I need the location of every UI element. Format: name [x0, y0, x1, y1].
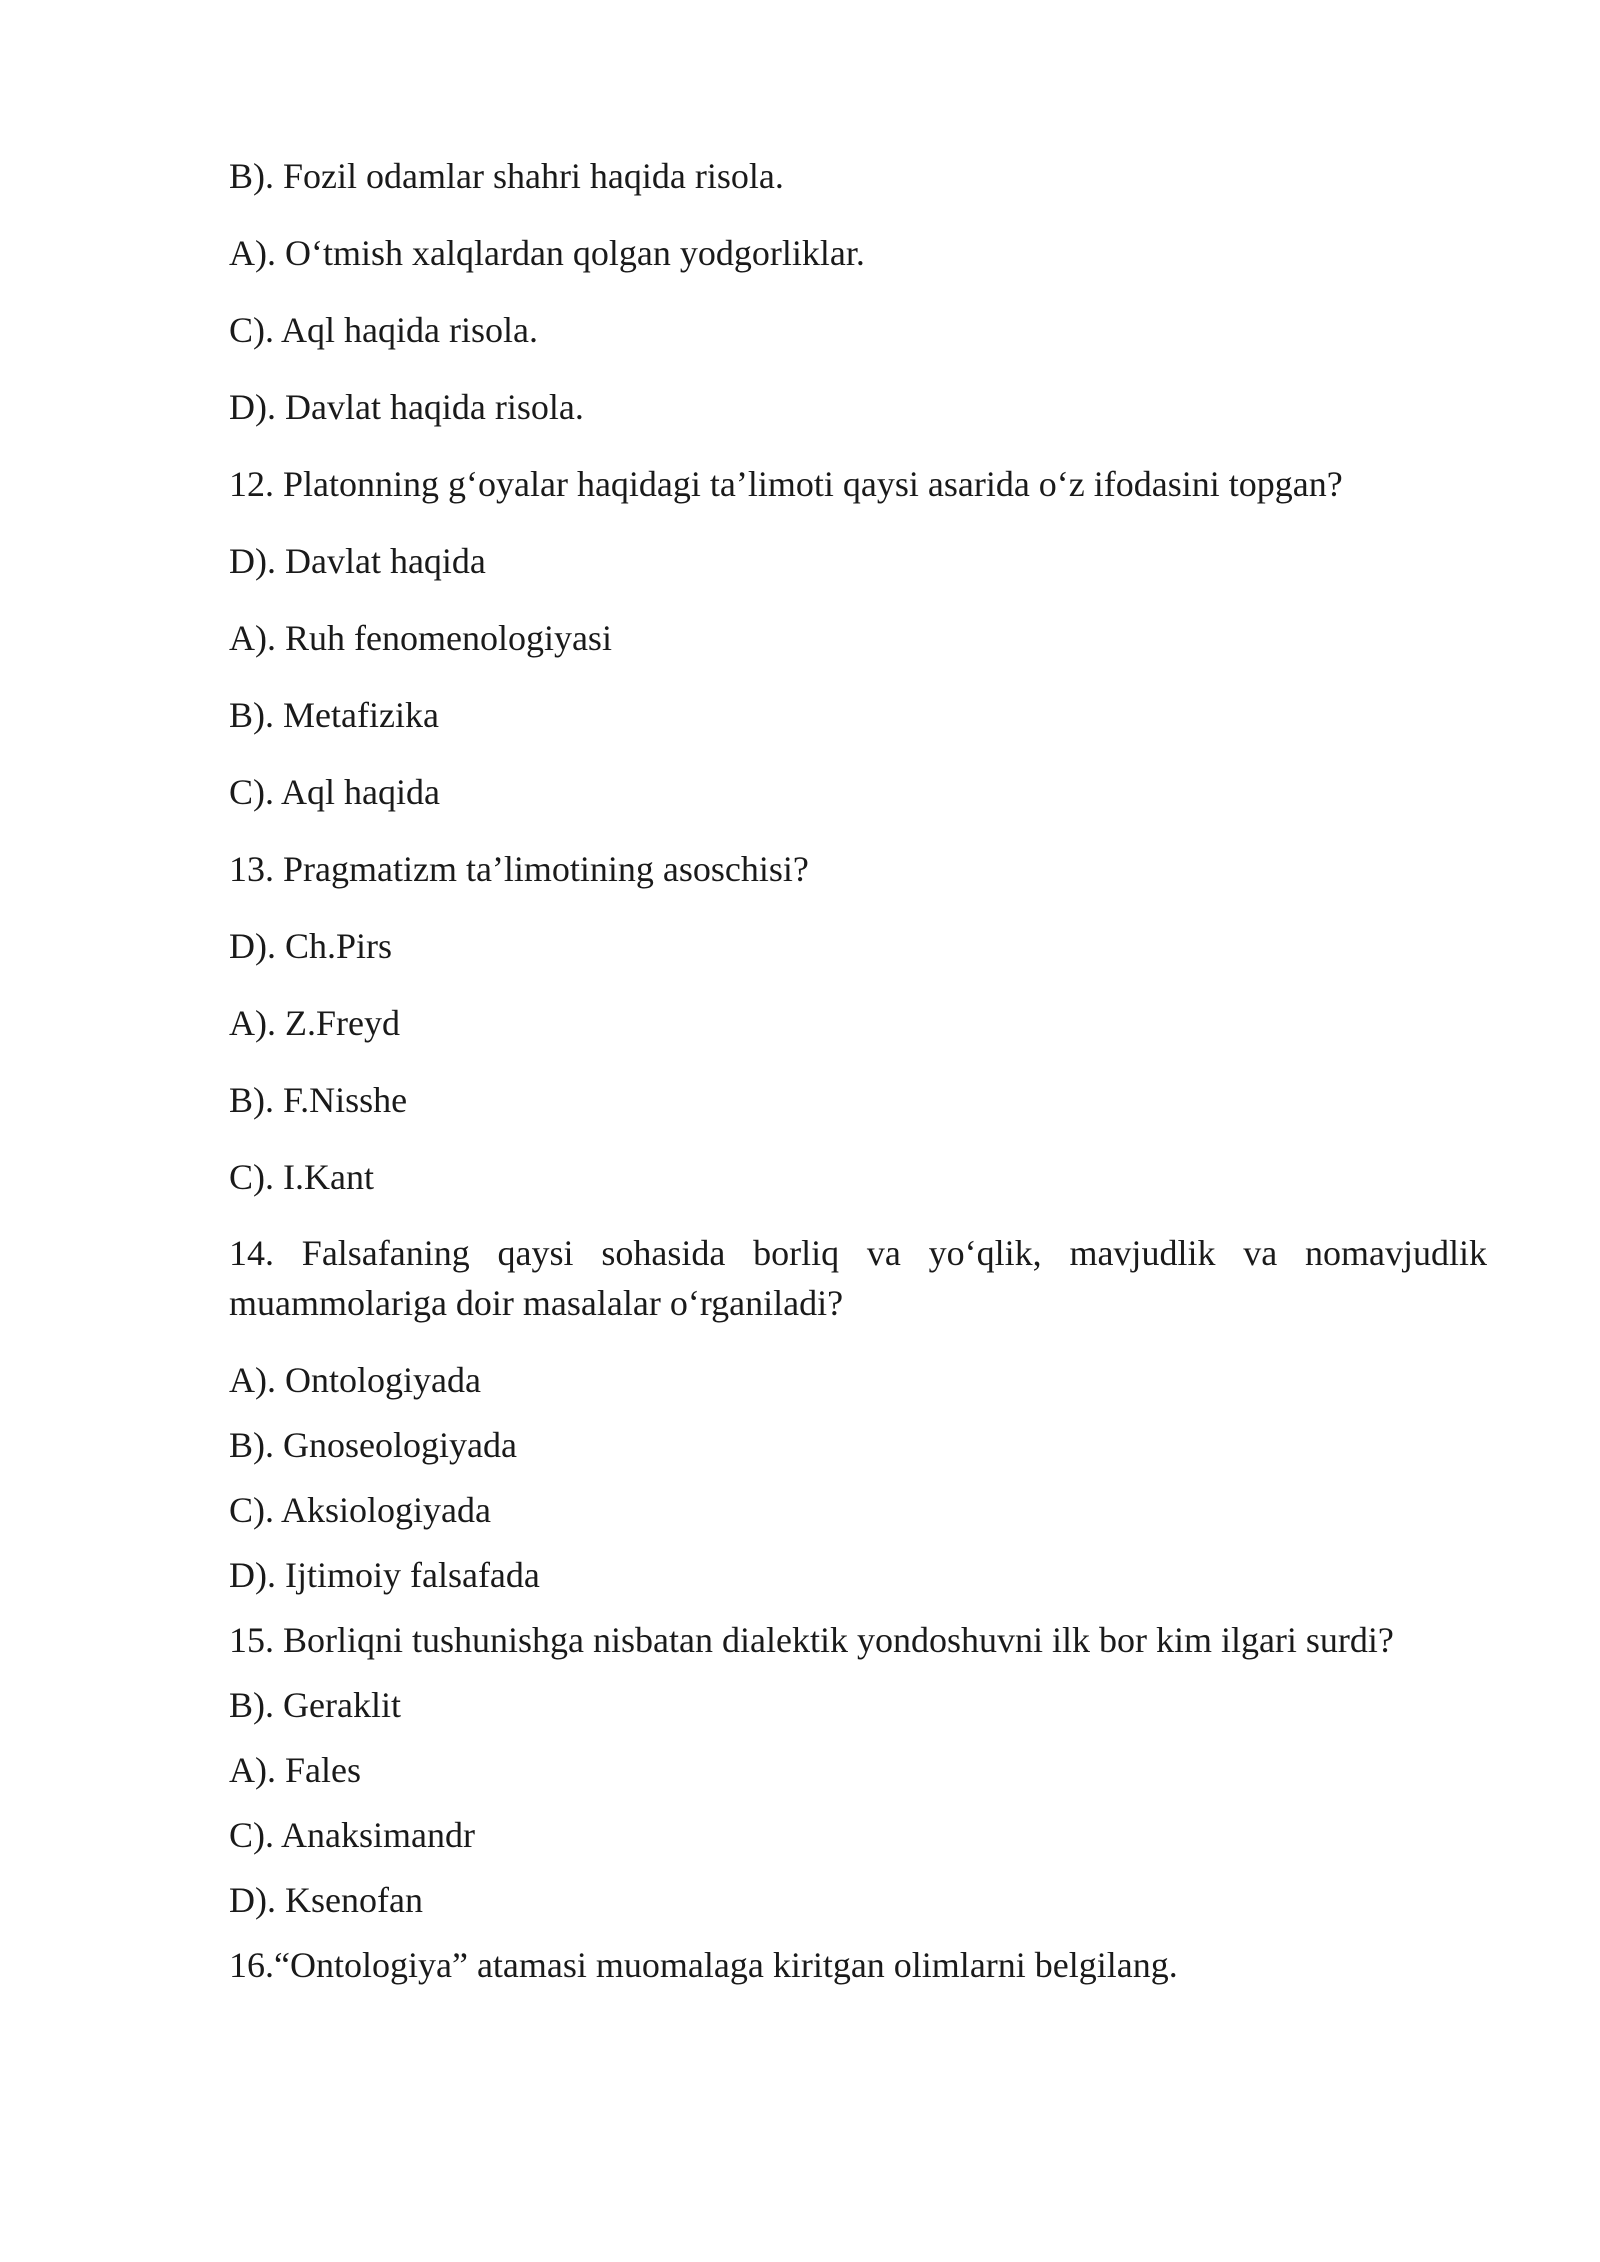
question-14: 14. Falsafaning qaysi sohasida borliq va yo‘qlik, mavjudlik va nomavjudlik muammolariga doir masalalar o‘rganiladi?: [229, 1233, 1487, 1323]
answer-option: D). Davlat haqida: [229, 541, 486, 581]
answer-option: C). I.Kant: [229, 1157, 374, 1197]
answer-option: C). Anaksimandr: [229, 1815, 475, 1855]
answer-option: A). Ontologiyada: [229, 1360, 481, 1400]
question-13: 13. Pragmatizm ta’limotining asoschisi?: [229, 849, 809, 889]
answer-option: C). Aql haqida risola.: [229, 310, 538, 350]
answer-option: C). Aksiologiyada: [229, 1490, 491, 1530]
answer-option: A). Z.Freyd: [229, 1003, 400, 1043]
answer-option: D). Ijtimoiy falsafada: [229, 1555, 540, 1595]
answer-option: A). O‘tmish xalqlardan qolgan yodgorliklar.: [229, 233, 865, 273]
answer-option: A). Ruh fenomenologiyasi: [229, 618, 612, 658]
question-15: 15. Borliqni tushunishga nisbatan dialektik yondoshuvni ilk bor kim ilgari surdi?: [229, 1620, 1394, 1660]
answer-option: C). Aql haqida: [229, 772, 440, 812]
answer-option: A). Fales: [229, 1750, 361, 1790]
answer-option: B). Geraklit: [229, 1685, 401, 1725]
question-16: 16.“Ontologiya” atamasi muomalaga kiritgan olimlarni belgilang.: [229, 1945, 1178, 1985]
answer-option: D). Davlat haqida risola.: [229, 387, 584, 427]
answer-option: B). Metafizika: [229, 695, 439, 735]
answer-option: D). Ch.Pirs: [229, 926, 393, 966]
answer-option: B). Fozil odamlar shahri haqida risola.: [229, 156, 784, 196]
question-12: 12. Platonning g‘oyalar haqidagi ta’limoti qaysi asarida o‘z ifodasini topgan?: [229, 464, 1343, 504]
answer-option: B). F.Nisshe: [229, 1080, 408, 1120]
answer-option: B). Gnoseologiyada: [229, 1425, 517, 1465]
answer-option: D). Ksenofan: [229, 1880, 423, 1920]
